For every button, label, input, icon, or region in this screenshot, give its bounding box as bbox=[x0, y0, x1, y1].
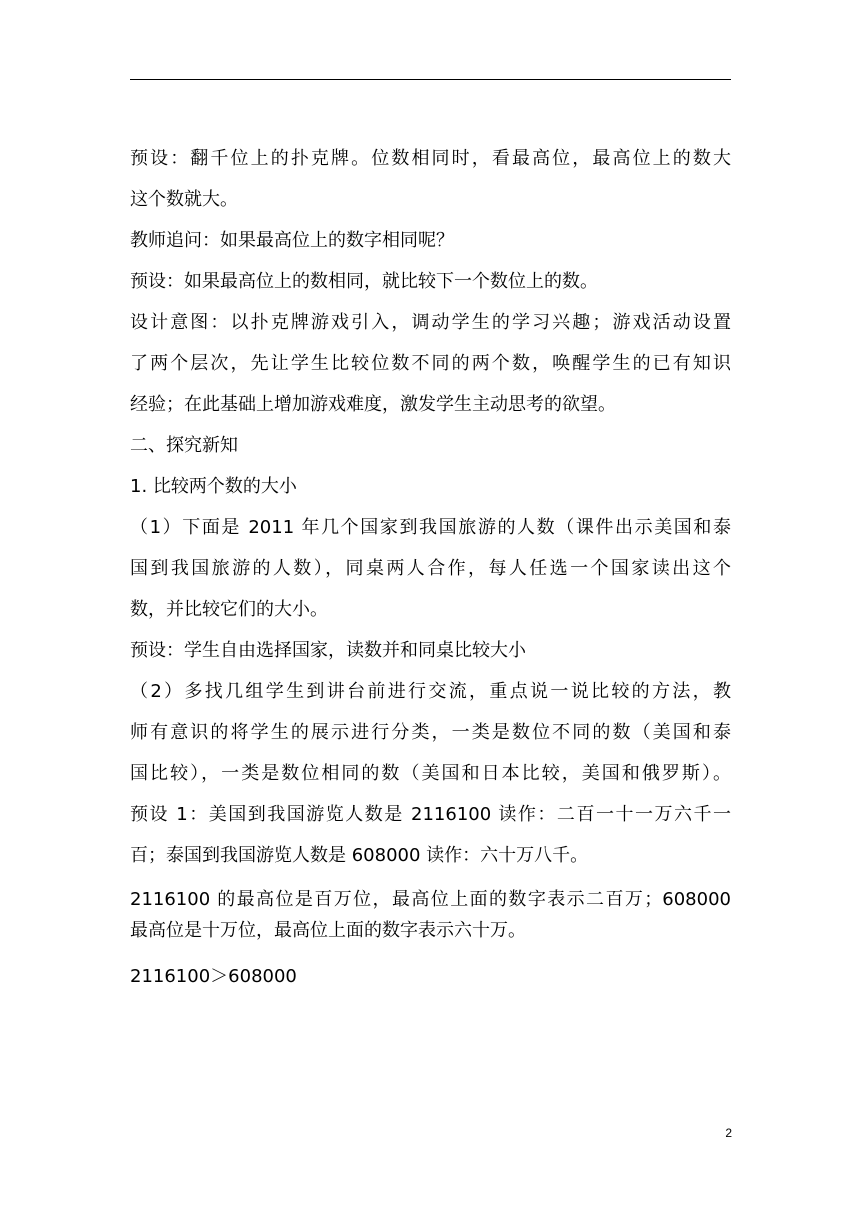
paragraph-line: 2116100 的最高位是百万位，最高位上面的数字表示二百万；608000 bbox=[130, 889, 731, 910]
paragraph-line: 预设 1：美国到我国游览人数是 2116100 读作：二百一十一万六千一 bbox=[130, 804, 731, 825]
paragraph-line: 百；泰国到我国游览人数是 608000 读作：六十万八千。 bbox=[130, 845, 589, 866]
paragraph-line: 经验；在此基础上增加游戏难度，激发学生主动思考的欲望。 bbox=[130, 394, 616, 415]
page-number: 2 bbox=[725, 1126, 732, 1140]
paragraph-line: 国比较），一类是数位相同的数（美国和日本比较，美国和俄罗斯）。 bbox=[130, 763, 731, 784]
paragraph-line: 设计意图：以扑克牌游戏引入，调动学生的学习兴趣；游戏活动设置 bbox=[130, 312, 731, 333]
paragraph-line: 这个数就大。 bbox=[130, 189, 238, 210]
paragraph-line: （2）多找几组学生到讲台前进行交流，重点说一说比较的方法，教 bbox=[130, 681, 731, 702]
header-rule bbox=[130, 79, 731, 80]
paragraph-line: 数，并比较它们的大小。 bbox=[130, 599, 328, 620]
paragraph-line: 了两个层次，先让学生比较位数不同的两个数，唤醒学生的已有知识 bbox=[130, 353, 731, 374]
section-heading: 二、探究新知 bbox=[130, 435, 238, 456]
paragraph-line: 最高位是十万位，最高位上面的数字表示六十万。 bbox=[130, 920, 526, 941]
paragraph-line: 预设：翻千位上的扑克牌。位数相同时，看最高位，最高位上的数大 bbox=[130, 148, 731, 169]
subsection-heading: 1. 比较两个数的大小 bbox=[130, 476, 297, 497]
paragraph-line: 师有意识的将学生的展示进行分类，一类是数位不同的数（美国和泰 bbox=[130, 722, 731, 743]
paragraph-line: （1）下面是 2011 年几个国家到我国旅游的人数（课件出示美国和泰 bbox=[130, 517, 731, 538]
paragraph-line: 国到我国旅游的人数），同桌两人合作，每人任选一个国家读出这个 bbox=[130, 558, 731, 579]
comparison-result: 2116100＞608000 bbox=[130, 966, 297, 987]
paragraph-line: 预设：如果最高位上的数相同，就比较下一个数位上的数。 bbox=[130, 271, 598, 292]
paragraph-line: 教师追问：如果最高位上的数字相同呢？ bbox=[130, 230, 454, 251]
document-body bbox=[130, 138, 731, 997]
paragraph-line: 预设：学生自由选择国家，读数并和同桌比较大小 bbox=[130, 640, 526, 661]
